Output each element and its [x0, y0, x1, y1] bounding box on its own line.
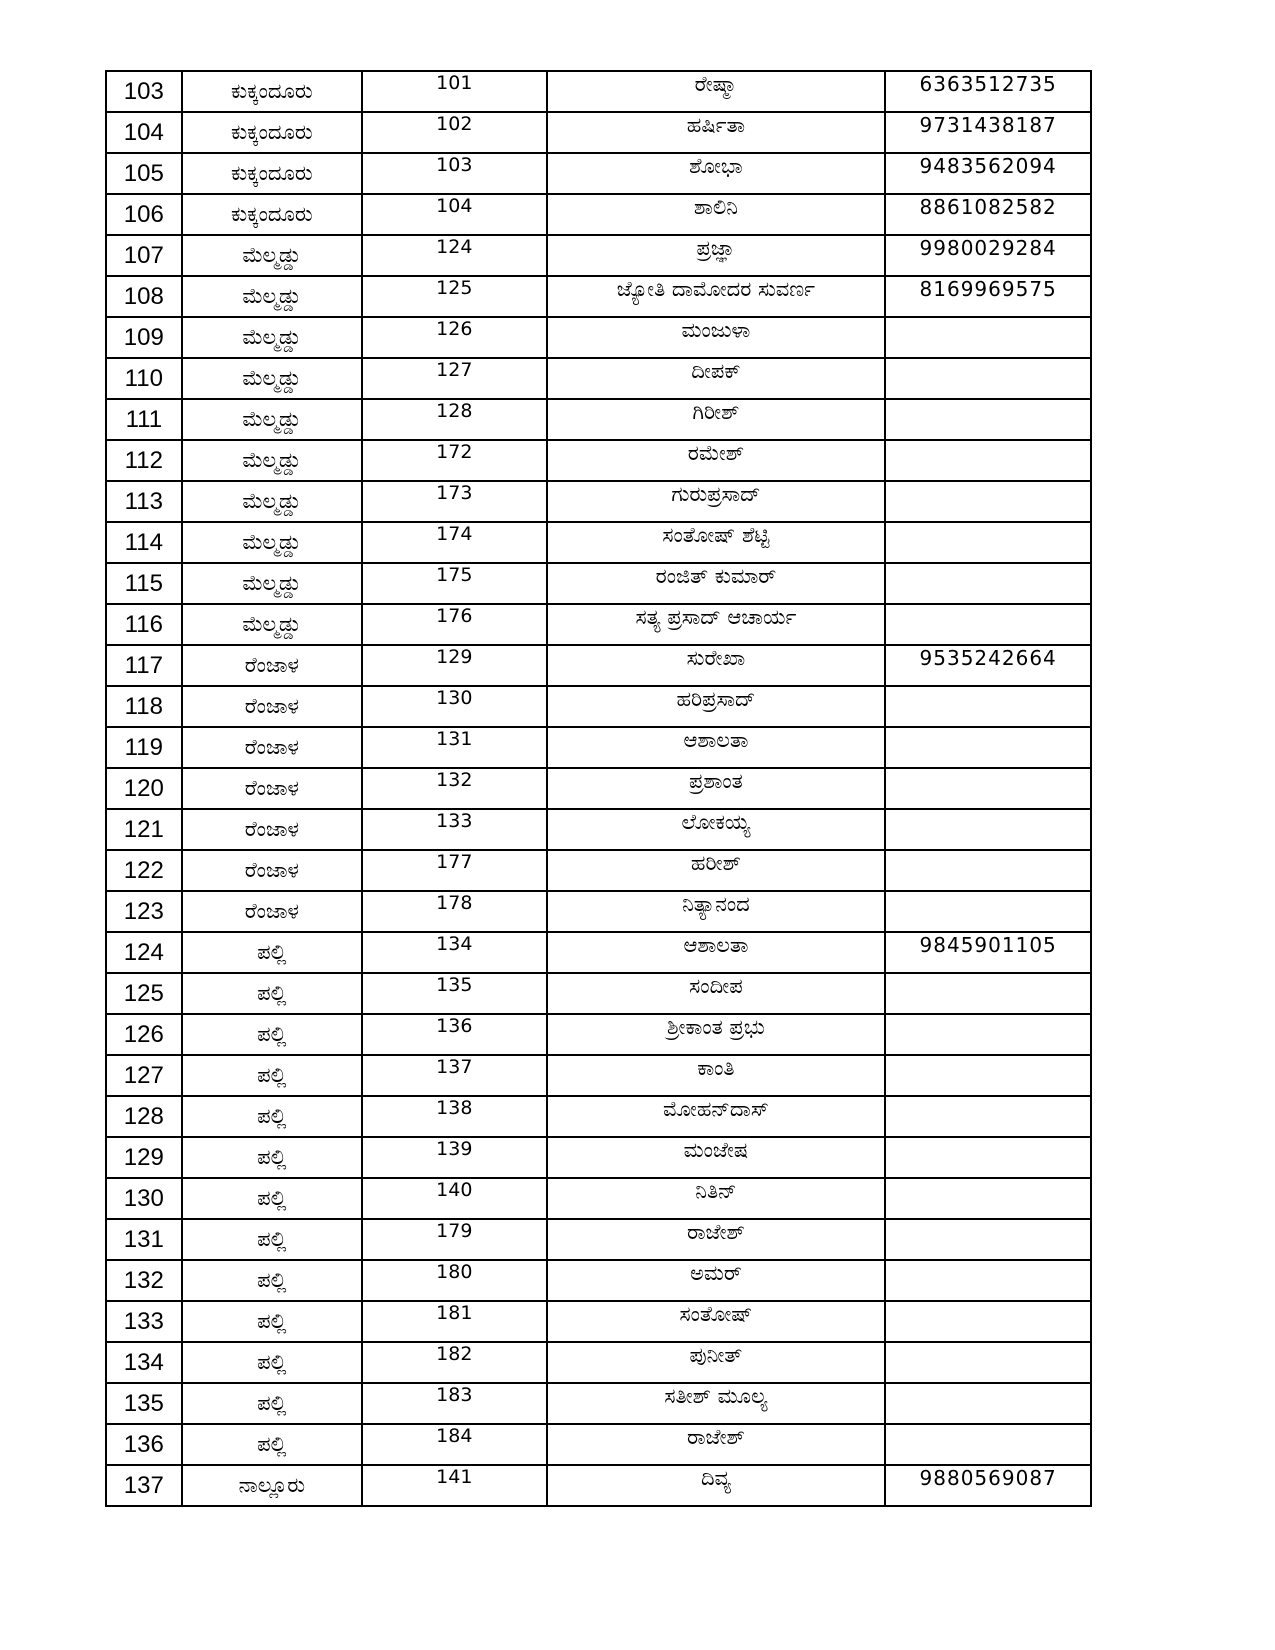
place-cell: ಮೆಲ್ಮಡ್ಡು: [182, 358, 362, 399]
place-cell: ಕುಕ್ಕಂದೂರು: [182, 153, 362, 194]
name-cell: ಹರ್ಷಿತಾ: [547, 112, 886, 153]
phone-cell: [885, 522, 1091, 563]
number-cell: 127: [362, 358, 546, 399]
place-cell: ಪಲ್ಲಿ: [182, 1383, 362, 1424]
table-row: [106, 1137, 1091, 1178]
number-cell: 136: [362, 1014, 546, 1055]
name-cell: ಹರಿಪ್ರಸಾದ್: [547, 686, 886, 727]
place-cell: ರೆಂಜಾಳ: [182, 768, 362, 809]
name-cell: ದಿವ್ಯ: [547, 1465, 886, 1506]
place-cell: ಪಲ್ಲಿ: [182, 1055, 362, 1096]
serial-number-cell: 132: [106, 1260, 182, 1301]
serial-number-cell: 130: [106, 1178, 182, 1219]
phone-cell: [885, 973, 1091, 1014]
number-cell: 104: [362, 194, 546, 235]
place-cell: ಪಲ್ಲಿ: [182, 1096, 362, 1137]
table-row: [106, 481, 1091, 522]
number-cell: 175: [362, 563, 546, 604]
serial-number-cell: 133: [106, 1301, 182, 1342]
phone-cell: [885, 1342, 1091, 1383]
number-cell: 177: [362, 850, 546, 891]
number-cell: 102: [362, 112, 546, 153]
table-row: [106, 768, 1091, 809]
serial-number-cell: 103: [106, 71, 182, 112]
number-cell: 126: [362, 317, 546, 358]
name-cell: ನಿತಿನ್: [547, 1178, 886, 1219]
number-cell: 182: [362, 1342, 546, 1383]
phone-cell: [885, 1383, 1091, 1424]
name-cell: ಪುನೀತ್: [547, 1342, 886, 1383]
number-cell: 128: [362, 399, 546, 440]
name-cell: ರಾಜೇಶ್: [547, 1219, 886, 1260]
name-cell: ಶಾಲಿನಿ: [547, 194, 886, 235]
phone-cell: [885, 1055, 1091, 1096]
table-row: [106, 1014, 1091, 1055]
phone-cell: 8169969575: [885, 276, 1091, 317]
data-table: [105, 70, 1092, 1507]
place-cell: ನಾಲ್ಲೂರು: [182, 1465, 362, 1506]
phone-cell: [885, 358, 1091, 399]
name-cell: ರಂಜಿತ್ ಕುಮಾರ್: [547, 563, 886, 604]
table-row: [106, 235, 1091, 276]
phone-cell: 9980029284: [885, 235, 1091, 276]
phone-cell: [885, 1137, 1091, 1178]
table-row: [106, 850, 1091, 891]
place-cell: ಕುಕ್ಕಂದೂರು: [182, 194, 362, 235]
name-cell: ಸಂತೋಷ್: [547, 1301, 886, 1342]
number-cell: 184: [362, 1424, 546, 1465]
name-cell: ಮೋಹನ್‌ದಾಸ್: [547, 1096, 886, 1137]
name-cell: ಆಶಾಲತಾ: [547, 932, 886, 973]
name-cell: ಸಂತೋಷ್ ಶೆಟ್ಟಿ: [547, 522, 886, 563]
table-row: [106, 891, 1091, 932]
place-cell: ರೆಂಜಾಳ: [182, 645, 362, 686]
serial-number-cell: 136: [106, 1424, 182, 1465]
phone-cell: [885, 768, 1091, 809]
phone-cell: [885, 1260, 1091, 1301]
number-cell: 141: [362, 1465, 546, 1506]
place-cell: ಮೆಲ್ಮಡ್ಡು: [182, 604, 362, 645]
place-cell: ಮೆಲ್ಮಡ್ಡು: [182, 399, 362, 440]
number-cell: 129: [362, 645, 546, 686]
name-cell: ಪ್ರಜ್ಞಾ: [547, 235, 886, 276]
serial-number-cell: 107: [106, 235, 182, 276]
phone-cell: [885, 727, 1091, 768]
serial-number-cell: 120: [106, 768, 182, 809]
serial-number-cell: 117: [106, 645, 182, 686]
name-cell: ಶೋಭಾ: [547, 153, 886, 194]
phone-cell: [885, 399, 1091, 440]
number-cell: 133: [362, 809, 546, 850]
table-row: [106, 71, 1091, 112]
serial-number-cell: 111: [106, 399, 182, 440]
phone-cell: [885, 604, 1091, 645]
phone-cell: 8861082582: [885, 194, 1091, 235]
phone-cell: 9880569087: [885, 1465, 1091, 1506]
serial-number-cell: 108: [106, 276, 182, 317]
number-cell: 137: [362, 1055, 546, 1096]
place-cell: ಮೆಲ್ಮಡ್ಡು: [182, 563, 362, 604]
number-cell: 139: [362, 1137, 546, 1178]
table-body: [106, 71, 1091, 1506]
place-cell: ಪಲ್ಲಿ: [182, 973, 362, 1014]
number-cell: 180: [362, 1260, 546, 1301]
serial-number-cell: 129: [106, 1137, 182, 1178]
number-cell: 134: [362, 932, 546, 973]
number-cell: 172: [362, 440, 546, 481]
place-cell: ಪಲ್ಲಿ: [182, 1260, 362, 1301]
number-cell: 173: [362, 481, 546, 522]
phone-cell: [885, 440, 1091, 481]
phone-cell: [885, 1014, 1091, 1055]
name-cell: ಸತ್ಯ ಪ್ರಸಾದ್ ಆಚಾರ್ಯ: [547, 604, 886, 645]
name-cell: ಹರೀಶ್: [547, 850, 886, 891]
number-cell: 140: [362, 1178, 546, 1219]
number-cell: 176: [362, 604, 546, 645]
table-row: [106, 1260, 1091, 1301]
number-cell: 183: [362, 1383, 546, 1424]
serial-number-cell: 105: [106, 153, 182, 194]
number-cell: 181: [362, 1301, 546, 1342]
serial-number-cell: 127: [106, 1055, 182, 1096]
serial-number-cell: 104: [106, 112, 182, 153]
name-cell: ನಿತ್ಯಾನಂದ: [547, 891, 886, 932]
number-cell: 131: [362, 727, 546, 768]
number-cell: 178: [362, 891, 546, 932]
table-row: [106, 1424, 1091, 1465]
name-cell: ದೀಪಕ್: [547, 358, 886, 399]
serial-number-cell: 113: [106, 481, 182, 522]
phone-cell: [885, 1424, 1091, 1465]
name-cell: ಜ್ಯೋತಿ ದಾಮೋದರ ಸುವರ್ಣ: [547, 276, 886, 317]
name-cell: ಮಂಜೇಷ: [547, 1137, 886, 1178]
number-cell: 174: [362, 522, 546, 563]
table-row: [106, 522, 1091, 563]
table-row: [106, 604, 1091, 645]
place-cell: ಮೆಲ್ಮಡ್ಡು: [182, 522, 362, 563]
place-cell: ರೆಂಜಾಳ: [182, 850, 362, 891]
table-row: [106, 1383, 1091, 1424]
serial-number-cell: 114: [106, 522, 182, 563]
phone-cell: [885, 481, 1091, 522]
name-cell: ಸುರೇಖಾ: [547, 645, 886, 686]
name-cell: ರಮೇಶ್: [547, 440, 886, 481]
place-cell: ಮೆಲ್ಮಡ್ಡು: [182, 440, 362, 481]
table-row: [106, 317, 1091, 358]
name-cell: ಗುರುಪ್ರಸಾದ್: [547, 481, 886, 522]
place-cell: ಪಲ್ಲಿ: [182, 1014, 362, 1055]
place-cell: ರೆಂಜಾಳ: [182, 686, 362, 727]
serial-number-cell: 125: [106, 973, 182, 1014]
serial-number-cell: 131: [106, 1219, 182, 1260]
name-cell: ಪ್ರಶಾಂತ: [547, 768, 886, 809]
place-cell: ಪಲ್ಲಿ: [182, 1342, 362, 1383]
serial-number-cell: 137: [106, 1465, 182, 1506]
place-cell: ಪಲ್ಲಿ: [182, 1137, 362, 1178]
number-cell: 125: [362, 276, 546, 317]
serial-number-cell: 116: [106, 604, 182, 645]
name-cell: ಅಮರ್: [547, 1260, 886, 1301]
name-cell: ಆಶಾಲತಾ: [547, 727, 886, 768]
phone-cell: 9483562094: [885, 153, 1091, 194]
table-row: [106, 399, 1091, 440]
phone-cell: [885, 850, 1091, 891]
phone-cell: [885, 686, 1091, 727]
phone-cell: [885, 809, 1091, 850]
table-row: [106, 973, 1091, 1014]
table-row: [106, 276, 1091, 317]
place-cell: ಮೆಲ್ಮಡ್ಡು: [182, 235, 362, 276]
place-cell: ಮೆಲ್ಮಡ್ಡು: [182, 317, 362, 358]
number-cell: 179: [362, 1219, 546, 1260]
place-cell: ಪಲ್ಲಿ: [182, 1301, 362, 1342]
table-row: [106, 1301, 1091, 1342]
table-row: [106, 153, 1091, 194]
serial-number-cell: 135: [106, 1383, 182, 1424]
serial-number-cell: 109: [106, 317, 182, 358]
table-row: [106, 1096, 1091, 1137]
table-row: [106, 1178, 1091, 1219]
serial-number-cell: 110: [106, 358, 182, 399]
serial-number-cell: 115: [106, 563, 182, 604]
place-cell: ಪಲ್ಲಿ: [182, 932, 362, 973]
table-row: [106, 809, 1091, 850]
phone-cell: 9731438187: [885, 112, 1091, 153]
place-cell: ಕುಕ್ಕಂದೂರು: [182, 71, 362, 112]
place-cell: ಕುಕ್ಕಂದೂರು: [182, 112, 362, 153]
number-cell: 101: [362, 71, 546, 112]
place-cell: ರೆಂಜಾಳ: [182, 809, 362, 850]
table-row: [106, 727, 1091, 768]
table-row: [106, 440, 1091, 481]
table-row: [106, 645, 1091, 686]
number-cell: 138: [362, 1096, 546, 1137]
serial-number-cell: 119: [106, 727, 182, 768]
place-cell: ಮೆಲ್ಮಡ್ಡು: [182, 276, 362, 317]
table-row: [106, 1219, 1091, 1260]
phone-cell: [885, 1178, 1091, 1219]
name-cell: ಲೋಕಯ್ಯ: [547, 809, 886, 850]
serial-number-cell: 123: [106, 891, 182, 932]
number-cell: 132: [362, 768, 546, 809]
name-cell: ಗಿರೀಶ್: [547, 399, 886, 440]
serial-number-cell: 121: [106, 809, 182, 850]
table-row: [106, 1342, 1091, 1383]
table-row: [106, 563, 1091, 604]
phone-cell: 9535242664: [885, 645, 1091, 686]
table-row: [106, 1055, 1091, 1096]
place-cell: ಪಲ್ಲಿ: [182, 1219, 362, 1260]
phone-cell: [885, 563, 1091, 604]
serial-number-cell: 124: [106, 932, 182, 973]
place-cell: ರೆಂಜಾಳ: [182, 727, 362, 768]
serial-number-cell: 126: [106, 1014, 182, 1055]
serial-number-cell: 106: [106, 194, 182, 235]
table-row: [106, 194, 1091, 235]
phone-cell: 9845901105: [885, 932, 1091, 973]
name-cell: ರಾಜೇಶ್: [547, 1424, 886, 1465]
name-cell: ಸತೀಶ್ ಮೂಲ್ಯ: [547, 1383, 886, 1424]
serial-number-cell: 118: [106, 686, 182, 727]
table-row: [106, 358, 1091, 399]
name-cell: ರೇಷ್ಮಾ: [547, 71, 886, 112]
place-cell: ಪಲ್ಲಿ: [182, 1178, 362, 1219]
document-page: [105, 70, 1092, 1507]
number-cell: 130: [362, 686, 546, 727]
serial-number-cell: 112: [106, 440, 182, 481]
name-cell: ಕಾಂತಿ: [547, 1055, 886, 1096]
serial-number-cell: 128: [106, 1096, 182, 1137]
table-row: [106, 932, 1091, 973]
phone-cell: [885, 891, 1091, 932]
place-cell: ಮೆಲ್ಮಡ್ಡು: [182, 481, 362, 522]
number-cell: 135: [362, 973, 546, 1014]
phone-cell: [885, 1096, 1091, 1137]
number-cell: 103: [362, 153, 546, 194]
phone-cell: 6363512735: [885, 71, 1091, 112]
table-row: [106, 112, 1091, 153]
serial-number-cell: 122: [106, 850, 182, 891]
name-cell: ಶ್ರೀಕಾಂತ ಪ್ರಭು: [547, 1014, 886, 1055]
serial-number-cell: 134: [106, 1342, 182, 1383]
place-cell: ಪಲ್ಲಿ: [182, 1424, 362, 1465]
table-row: [106, 686, 1091, 727]
name-cell: ಸಂದೀಪ: [547, 973, 886, 1014]
phone-cell: [885, 317, 1091, 358]
number-cell: 124: [362, 235, 546, 276]
phone-cell: [885, 1301, 1091, 1342]
phone-cell: [885, 1219, 1091, 1260]
place-cell: ರೆಂಜಾಳ: [182, 891, 362, 932]
table-row: [106, 1465, 1091, 1506]
name-cell: ಮಂಜುಳಾ: [547, 317, 886, 358]
